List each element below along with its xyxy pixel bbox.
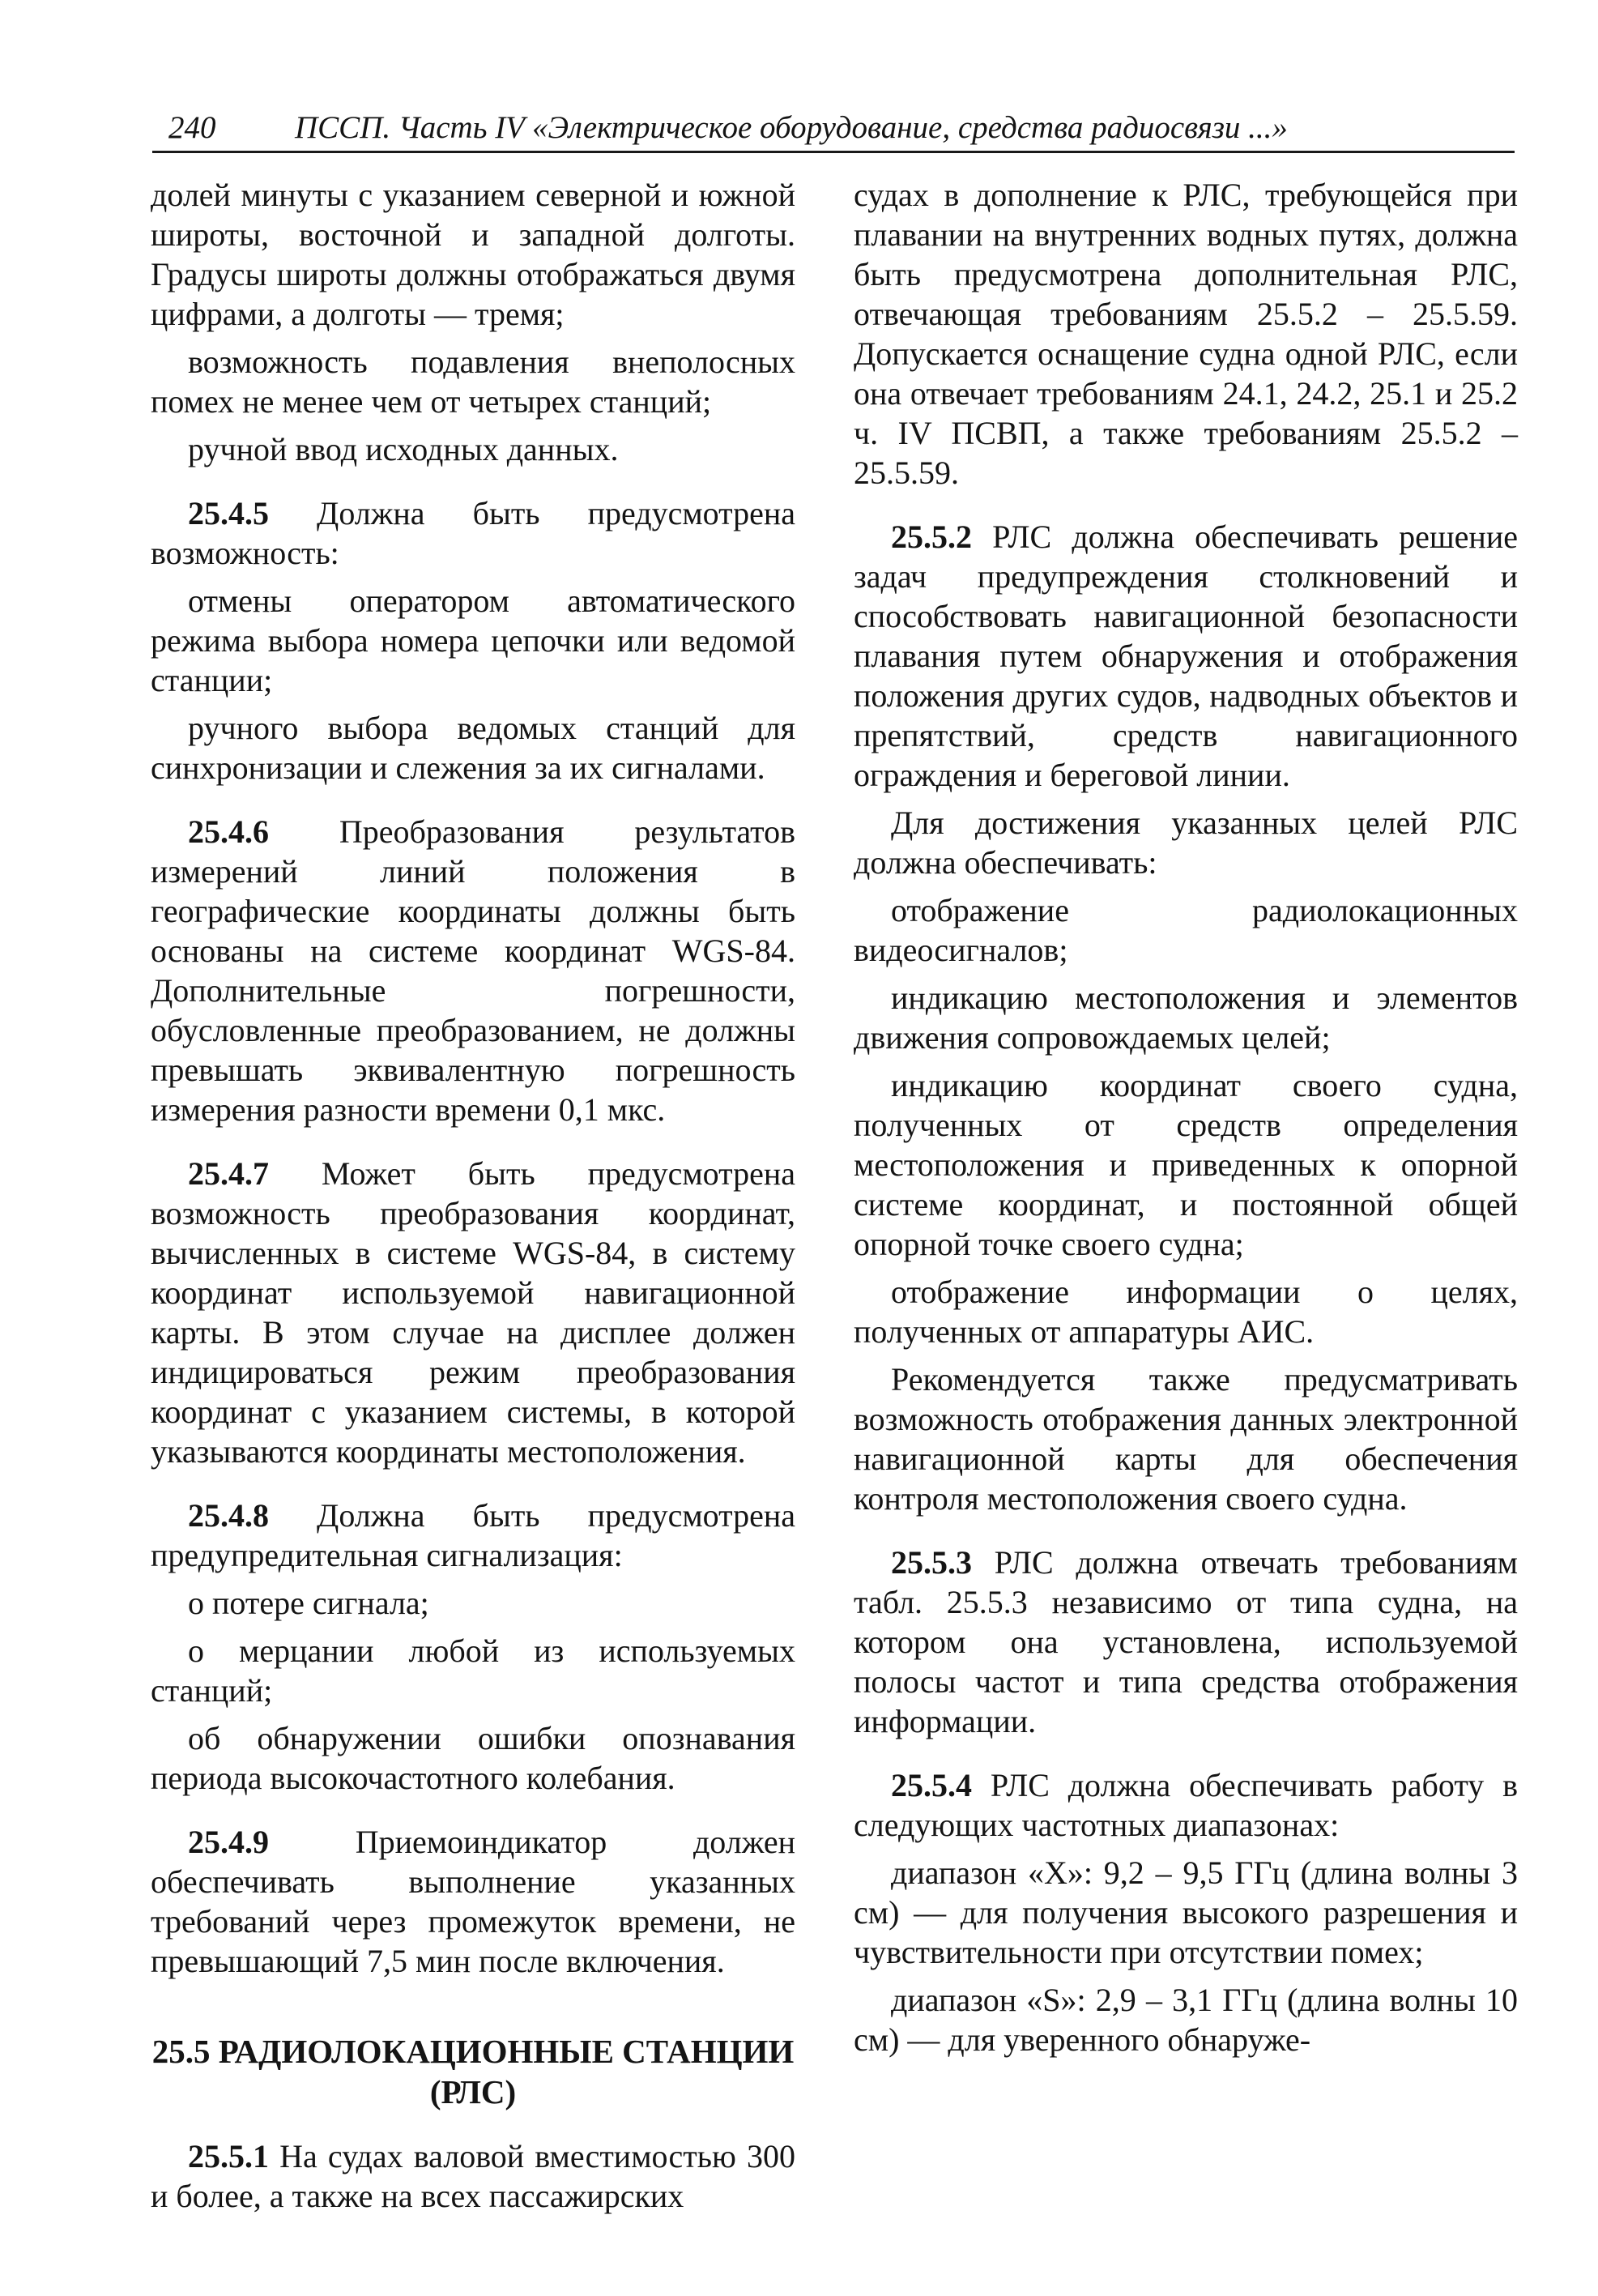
- section-number: 25.5.1: [188, 2138, 269, 2174]
- section-25-4-5: [151, 493, 795, 573]
- list-item: отображение информации о целях, полученных от аппаратуры АИС.: [854, 1274, 1518, 1350]
- section-number: 25.4.7: [188, 1155, 269, 1192]
- section-heading: 25.5 РАДИОЛОКАЦИОННЫЕ СТАНЦИИ (РЛС): [151, 2033, 795, 2110]
- section-25-4-7: [151, 1154, 795, 1471]
- paragraph-continuation: судах в дополнение к РЛС, требующейся при плавании на внутренних водных путях, должна быть предусмотрена дополнительная РЛС, отвечающая требованиям 25.5.2 – 25.5.59. Допускается оснащение судна одной РЛС, если она отвечает требованиям 24.1, 24.2, 25.1 и 25.2 ч. IV ПСВП, а также требованиям 25.5.2 – 25.5.59.: [854, 177, 1518, 491]
- section-text: Приемоиндикатор должен обеспечивать выполнение указанных требований через промежуток времени, не превышающий 7,5 мин после включения.: [151, 1824, 795, 1979]
- list-item: о потере сигнала;: [188, 1585, 429, 1621]
- list-item: ручного выбора ведомых станций для синхронизации и слежения за их сигналами.: [151, 710, 795, 786]
- section-25-5-1: [151, 2136, 795, 2216]
- section-text: Преобразования результатов измерений линий положения в географические координаты должны быть основаны на системе координат WGS-84. Дополнительные погрешности, обусловленные преобразованием, не должны превышать эквивалентную погрешность измерения разности времени 0,1 мкс.: [151, 813, 795, 1128]
- left-column: [151, 175, 795, 2224]
- section-text: Должна быть предусмотрена предупредительная сигнализация:: [151, 1497, 795, 1573]
- section-25-4-6: [151, 812, 795, 1129]
- section-text: РЛС должна отвечать требованиям табл. 25.5.3 независимо от типа судна, на котором она установлена, используемой полосы частот и типа средства отображения информации.: [854, 1544, 1518, 1739]
- list-item: диапазон «S»: 2,9 – 3,1 ГГц (длина волны 10 см) — для уверенного обнаруже-: [854, 1982, 1518, 2058]
- section-text: Может быть предусмотрена возможность преобразования координат, вычисленных в системе WGS-84, в систему координат используемой навигационной карты. В этом случае на дисплее должен индицироваться режим преобразования координат с указанием системы, в которой указываются координаты местоположения.: [151, 1155, 795, 1470]
- page-number: 240: [168, 110, 216, 145]
- list-item: диапазон «X»: 9,2 – 9,5 ГГц (длина волны 3 см) — для получения высокого разрешения и чувствительности при отсутствии помех;: [854, 1854, 1518, 1970]
- section-number: 25.4.5: [188, 495, 269, 531]
- paragraph-continuation: долей минуты с указанием северной и южной широты, восточной и западной долготы. Градусы широты должны отображаться двумя цифрами, а долготы — тремя;: [151, 177, 795, 332]
- section-25-4-9: [151, 1822, 795, 1981]
- list-item: отмены оператором автоматического режима выбора номера цепочки или ведомой станции;: [151, 583, 795, 698]
- section-25-4-8: [151, 1496, 795, 1575]
- section-25-5-2: [854, 517, 1518, 795]
- list-item: об обнаружении ошибки опознавания периода высокочастотного колебания.: [151, 1720, 795, 1796]
- section-25-5-4: [854, 1765, 1518, 1845]
- right-column: [854, 175, 1518, 2068]
- section-number: 25.4.8: [188, 1497, 269, 1534]
- list-item: возможность подавления внеполосных помех не менее чем от четырех станций;: [151, 344, 795, 420]
- paragraph: Для достижения указанных целей РЛС должна обеспечивать:: [854, 804, 1518, 881]
- section-25-5-3: [854, 1543, 1518, 1741]
- section-number: 25.4.9: [188, 1824, 269, 1860]
- page-header: [152, 107, 1515, 153]
- paragraph: Рекомендуется также предусматривать возможность отображения данных электронной навигационной карты для обеспечения контроля местоположения своего судна.: [854, 1361, 1518, 1517]
- section-text: На судах валовой вместимостью 300 и более, а также на всех пассажирских: [151, 2138, 795, 2214]
- section-number: 25.4.6: [188, 813, 269, 850]
- list-item: о мерцании любой из используемых станций;: [151, 1632, 795, 1709]
- list-item: индикацию координат своего судна, полученных от средств определения местоположения и приведенных к опорной системе координат, и постоянной общей опорной точке своего судна;: [854, 1067, 1518, 1262]
- section-number: 25.5.4: [891, 1767, 972, 1803]
- running-title: ПССП. Часть IV «Электрическое оборудование, средства радиосвязи ...»: [295, 110, 1288, 145]
- list-item: отображение радиолокационных видеосигналов;: [854, 892, 1518, 968]
- section-text: РЛС должна обеспечивать работу в следующих частотных диапазонах:: [854, 1767, 1518, 1843]
- section-text: РЛС должна обеспечивать решение задач предупреждения столкновений и способствовать навигационной безопасности плавания путем обнаружения и отображения положения других судов, надводных объектов и препятствий, средств навигационного ограждения и береговой линии.: [854, 519, 1518, 793]
- list-item: ручной ввод исходных данных.: [188, 431, 619, 467]
- section-number: 25.5.2: [891, 519, 972, 555]
- list-item: индикацию местоположения и элементов движения сопровождаемых целей;: [854, 979, 1518, 1056]
- section-number: 25.5.3: [891, 1544, 972, 1581]
- section-text: Должна быть предусмотрена возможность:: [151, 495, 795, 571]
